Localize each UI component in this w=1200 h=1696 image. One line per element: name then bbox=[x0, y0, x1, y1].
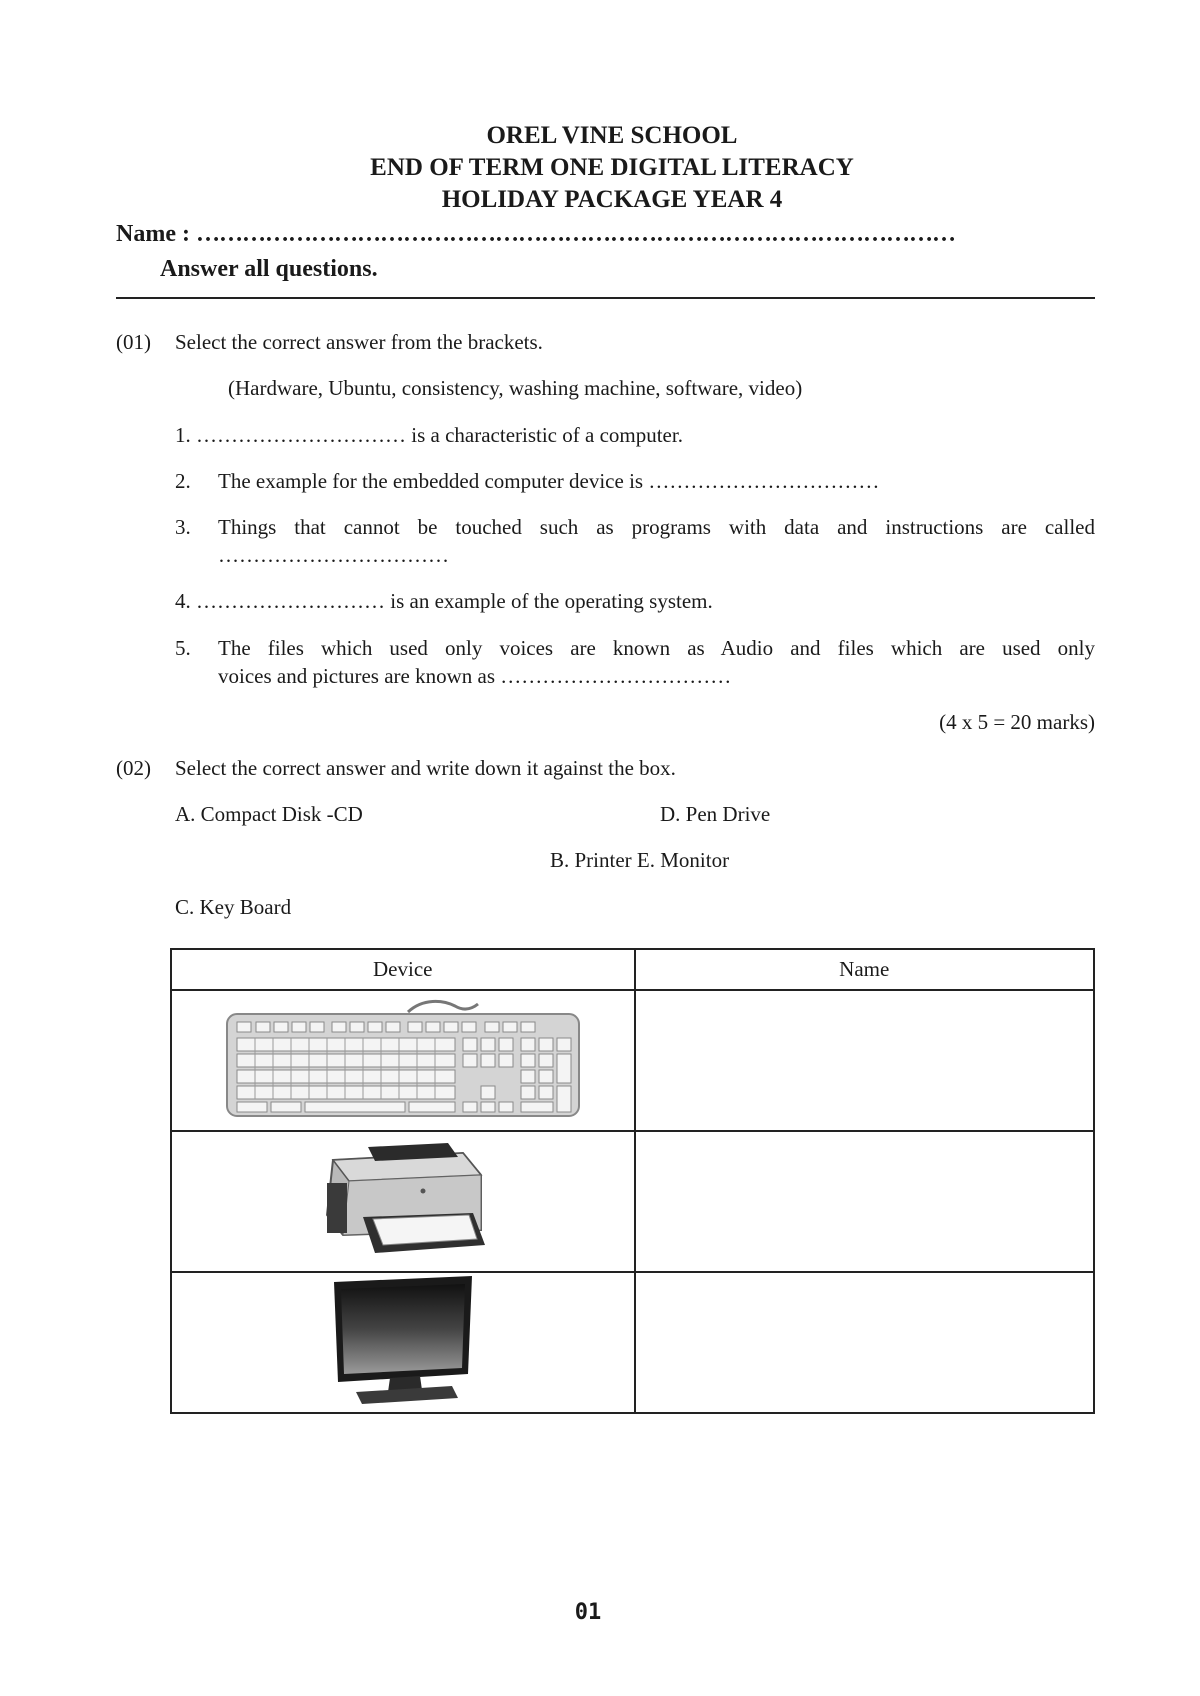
name-label: Name : bbox=[116, 221, 190, 247]
name-answer-cell[interactable] bbox=[635, 1131, 1095, 1272]
header-divider bbox=[116, 297, 1095, 299]
q1-item-5-blank: voices and pictures are known as …………………………… bbox=[218, 664, 732, 688]
q1-options: (Hardware, Ubuntu, consistency, washing machine, software, video) bbox=[228, 376, 803, 400]
q2-choice-b-e: B. Printer E. Monitor bbox=[550, 848, 730, 872]
device-cell bbox=[171, 1131, 635, 1272]
monitor-icon bbox=[328, 1274, 478, 1406]
table-row bbox=[171, 990, 1094, 1131]
name-answer-cell[interactable] bbox=[635, 1272, 1095, 1413]
table-row bbox=[171, 1272, 1094, 1413]
package-title: HOLIDAY PACKAGE YEAR 4 bbox=[441, 186, 783, 213]
exam-title: END OF TERM ONE DIGITAL LITERACY bbox=[370, 154, 854, 181]
keyboard-icon bbox=[223, 996, 583, 1121]
q2-choice-c: C. Key Board bbox=[175, 895, 292, 919]
q2-choice-a: A. Compact Disk -CD bbox=[175, 802, 363, 826]
q1-prompt: Select the correct answer from the brackets. bbox=[175, 330, 543, 354]
col-device-header: Device bbox=[171, 949, 635, 990]
q1-item-5-text: The files which used only voices are known as Audio and files which are used only bbox=[218, 636, 1095, 660]
q2-choice-d: D. Pen Drive bbox=[660, 802, 771, 826]
device-cell bbox=[171, 1272, 635, 1413]
school-title: OREL VINE SCHOOL bbox=[486, 122, 738, 149]
page-number: 01 bbox=[574, 1600, 602, 1625]
name-dots: ……………………………………………………………………………………… bbox=[195, 221, 955, 247]
q1-marks: (4 x 5 = 20 marks) bbox=[939, 710, 1095, 734]
device-cell bbox=[171, 990, 635, 1131]
item-number: 4. bbox=[175, 589, 191, 613]
table-header-row bbox=[171, 949, 1094, 990]
printer-icon bbox=[313, 1135, 493, 1263]
name-line bbox=[116, 221, 955, 248]
q1-item-3-number: 3. bbox=[175, 515, 191, 539]
device-name-table bbox=[170, 948, 1095, 1414]
name-answer-cell[interactable] bbox=[635, 990, 1095, 1131]
col-name-header: Name bbox=[635, 949, 1095, 990]
q1-item-2-text: The example for the embedded computer device is …………………………… bbox=[218, 469, 880, 493]
q1-item-5-number: 5. bbox=[175, 636, 191, 660]
item-text: ……………………… is an example of the operating system. bbox=[196, 589, 713, 613]
item-text: ………………………… is a characteristic of a computer. bbox=[196, 423, 683, 447]
q1-number: (01) bbox=[116, 330, 151, 354]
q1-item-4 bbox=[175, 589, 713, 614]
q1-item-2-number: 2. bbox=[175, 469, 191, 493]
q2-number: (02) bbox=[116, 756, 151, 780]
q2-prompt: Select the correct answer and write down it against the box. bbox=[175, 756, 676, 780]
q1-item-3-text: Things that cannot be touched such as programs with data and instructions are called bbox=[218, 515, 1095, 539]
q1-item-3-blank: …………………………… bbox=[218, 543, 449, 567]
item-number: 1. bbox=[175, 423, 191, 447]
instruction: Answer all questions. bbox=[160, 256, 378, 282]
q1-item-1 bbox=[175, 423, 683, 448]
table-row bbox=[171, 1131, 1094, 1272]
